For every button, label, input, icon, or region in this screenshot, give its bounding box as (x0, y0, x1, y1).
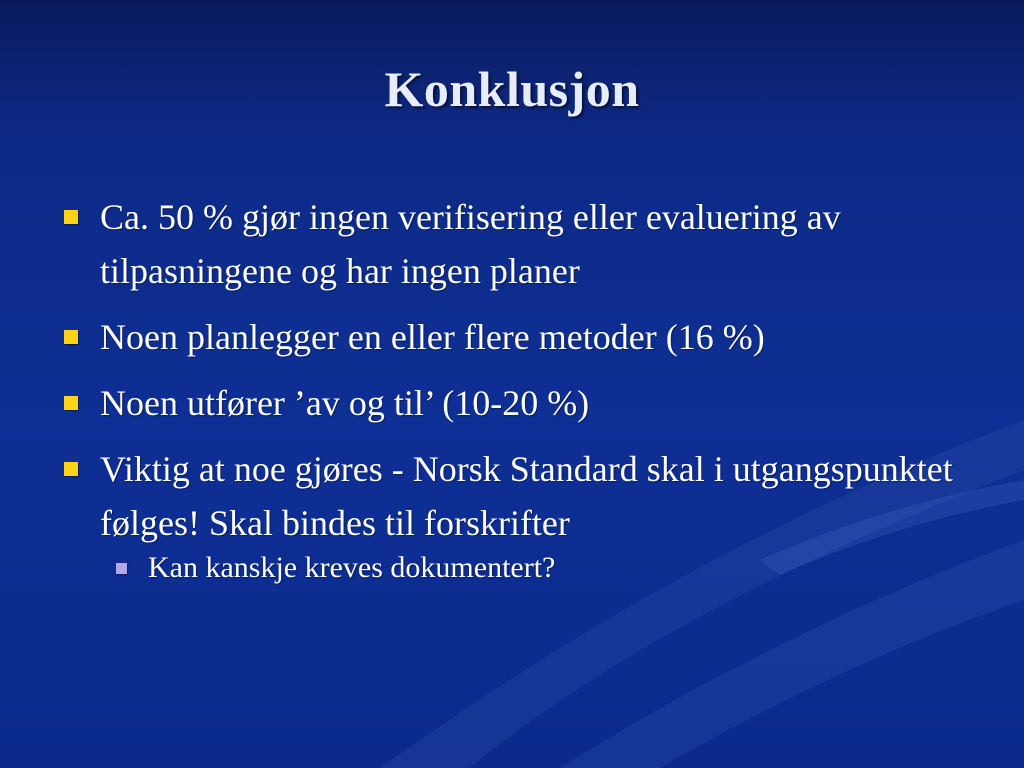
bullet-text: Noen planlegger en eller flere metoder (16 %) (100, 317, 765, 357)
bullet-item (62, 442, 962, 588)
square-bullet-icon (64, 396, 78, 410)
square-sub-bullet-icon (116, 563, 127, 574)
bullet-list (62, 190, 962, 600)
square-bullet-icon (64, 330, 78, 344)
sub-bullet-list (100, 548, 962, 588)
bullet-text: Ca. 50 % gjør ingen verifisering eller evaluering av tilpasningene og har ingen planer (100, 197, 841, 291)
bullet-item (62, 190, 962, 298)
bullet-item (62, 310, 962, 364)
square-bullet-icon (64, 462, 78, 476)
sub-bullet-item (116, 548, 962, 588)
bullet-text: Noen utfører ’av og til’ (10-20 %) (100, 383, 590, 423)
bullet-item (62, 376, 962, 430)
square-bullet-icon (64, 210, 78, 224)
slide-title: Konklusjon (384, 61, 640, 117)
sub-bullet-text: Kan kanskje kreves dokumentert? (148, 551, 556, 584)
bullet-text: Viktig at noe gjøres - Norsk Standard skal i utgangspunktet følges! Skal bindes til forskrifter (100, 449, 953, 543)
